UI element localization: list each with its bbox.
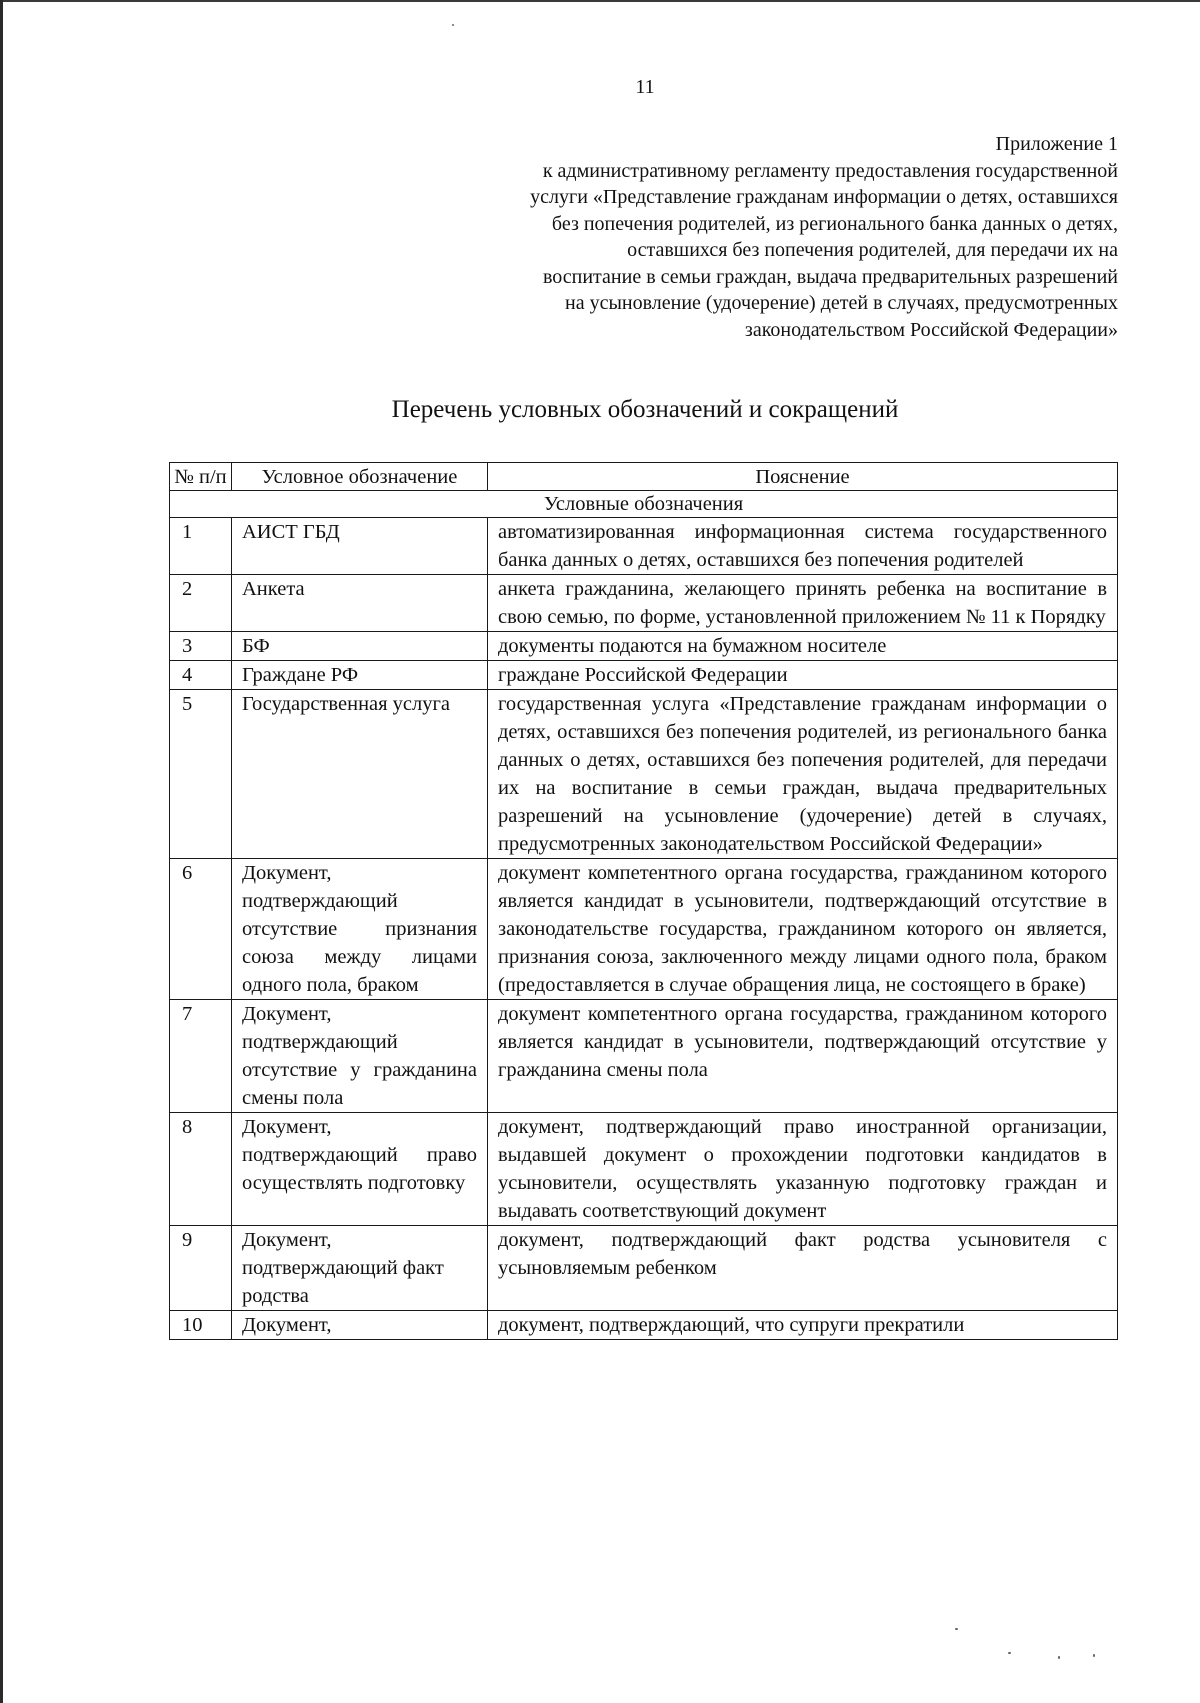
row-number: 2	[170, 575, 232, 632]
row-explanation: документ, подтверждающий, что супруги прекратили	[488, 1311, 1118, 1340]
row-explanation: документы подаются на бумажном носителе	[488, 632, 1118, 661]
row-number: 1	[170, 518, 232, 575]
row-explanation: государственная услуга «Представление гражданам информации о детях, оставшихся без попечения родителей, из регионального банка данных о детях, оставшихся без попечения родителей, для передачи их на воспитание в семьи граждан, выдача предварительных разрешений на усыновление (удочерение) детей в случаях, предусмотренных законодательством Российской Федерации»	[488, 690, 1118, 859]
table-row	[170, 632, 1118, 661]
appendix-line: воспитание в семьи граждан, выдача предварительных разрешений	[542, 265, 1118, 288]
appendix-line: к административному регламенту предоставления государственной	[542, 159, 1118, 182]
table-header-row	[170, 463, 1118, 491]
table-row	[170, 1000, 1118, 1113]
scan-speck	[1008, 1652, 1011, 1654]
row-explanation: анкета гражданина, желающего принять ребенка на воспитание в свою семью, по форме, установленной приложением № 11 к Порядку	[488, 575, 1118, 632]
appendix-line: услуги «Представление гражданам информации о детях, оставшихся	[530, 186, 1118, 208]
page-number: 11	[635, 76, 655, 98]
row-number: 5	[170, 690, 232, 859]
scan-edge-top	[0, 0, 1200, 2]
row-term: Документ, подтверждающий право осуществлять подготовку	[232, 1113, 488, 1226]
scan-speck	[452, 24, 454, 26]
row-term: Документ, подтверждающий отсутствие у гражданина смены пола	[232, 1000, 488, 1113]
table-header	[170, 463, 1118, 491]
table-row	[170, 859, 1118, 1000]
header-number: № п/п	[170, 463, 232, 491]
section-label: Условные обозначения	[170, 491, 1118, 518]
table-row	[170, 1226, 1118, 1311]
header-term: Условное обозначение	[232, 463, 488, 491]
row-number: 8	[170, 1113, 232, 1226]
table-body	[170, 491, 1118, 1340]
section-row	[170, 491, 1118, 518]
row-explanation: граждане Российской Федерации	[488, 661, 1118, 690]
table-row	[170, 1113, 1118, 1226]
row-term: АИСТ ГБД	[232, 518, 488, 575]
abbreviations-table	[169, 462, 1118, 1340]
appendix-line: законодательством Российской Федерации»	[744, 318, 1118, 341]
row-explanation: документ компетентного органа государства, гражданином которого является кандидат в усыновители, подтверждающий отсутствие в законодательстве государства, гражданином которого он является, признания союза, заключенного между лицами одного пола, браком (предоставляется в случае обращения лица, не состоящего в браке)	[488, 859, 1118, 1000]
row-number: 10	[170, 1311, 232, 1340]
row-explanation: документ компетентного органа государства, гражданином которого является кандидат в усыновители, подтверждающий отсутствие у гражданина смены пола	[488, 1000, 1118, 1113]
row-term: БФ	[232, 632, 488, 661]
row-term: Документ,	[232, 1311, 488, 1340]
row-term: Документ, подтверждающий факт родства	[232, 1226, 488, 1311]
row-explanation: документ, подтверждающий право иностранной организации, выдавшей документ о прохождении подготовки кандидатов в усыновители, осуществлять указанную подготовку граждан и выдавать соответствующий документ	[488, 1113, 1118, 1226]
row-term: Граждане РФ	[232, 661, 488, 690]
header-explanation: Пояснение	[488, 463, 1118, 491]
row-explanation: документ, подтверждающий факт родства усыновителя с усыновляемым ребенком	[488, 1226, 1118, 1311]
appendix-line: Приложение 1	[995, 133, 1118, 155]
table-row	[170, 518, 1118, 575]
row-term: Государственная услуга	[232, 690, 488, 859]
table-row	[170, 690, 1118, 859]
row-term: Документ, подтверждающий отсутствие признания союза между лицами одного пола, браком	[232, 859, 488, 1000]
row-number: 3	[170, 632, 232, 661]
row-number: 7	[170, 1000, 232, 1113]
row-number: 6	[170, 859, 232, 1000]
row-number: 4	[170, 661, 232, 690]
scan-edge-left	[0, 0, 3, 1703]
row-explanation: автоматизированная информационная система государственного банка данных о детях, оставшихся без попечения родителей	[488, 518, 1118, 575]
row-term: Анкета	[232, 575, 488, 632]
appendix-line: оставшихся без попечения родителей, для передачи их на	[627, 239, 1118, 261]
appendix-line: без попечения родителей, из регионального банка данных о детях,	[551, 212, 1118, 235]
scan-speck	[955, 1628, 958, 1630]
appendix-reference	[398, 131, 1118, 343]
scan-speck	[1093, 1654, 1095, 1657]
table-row	[170, 575, 1118, 632]
appendix-line: на усыновление (удочерение) детей в случаях, предусмотренных	[564, 292, 1118, 314]
row-number: 9	[170, 1226, 232, 1311]
table-row	[170, 661, 1118, 690]
scan-speck	[1058, 1656, 1060, 1659]
table-row	[170, 1311, 1118, 1340]
document-title: Перечень условных обозначений и сокращений	[391, 396, 899, 423]
